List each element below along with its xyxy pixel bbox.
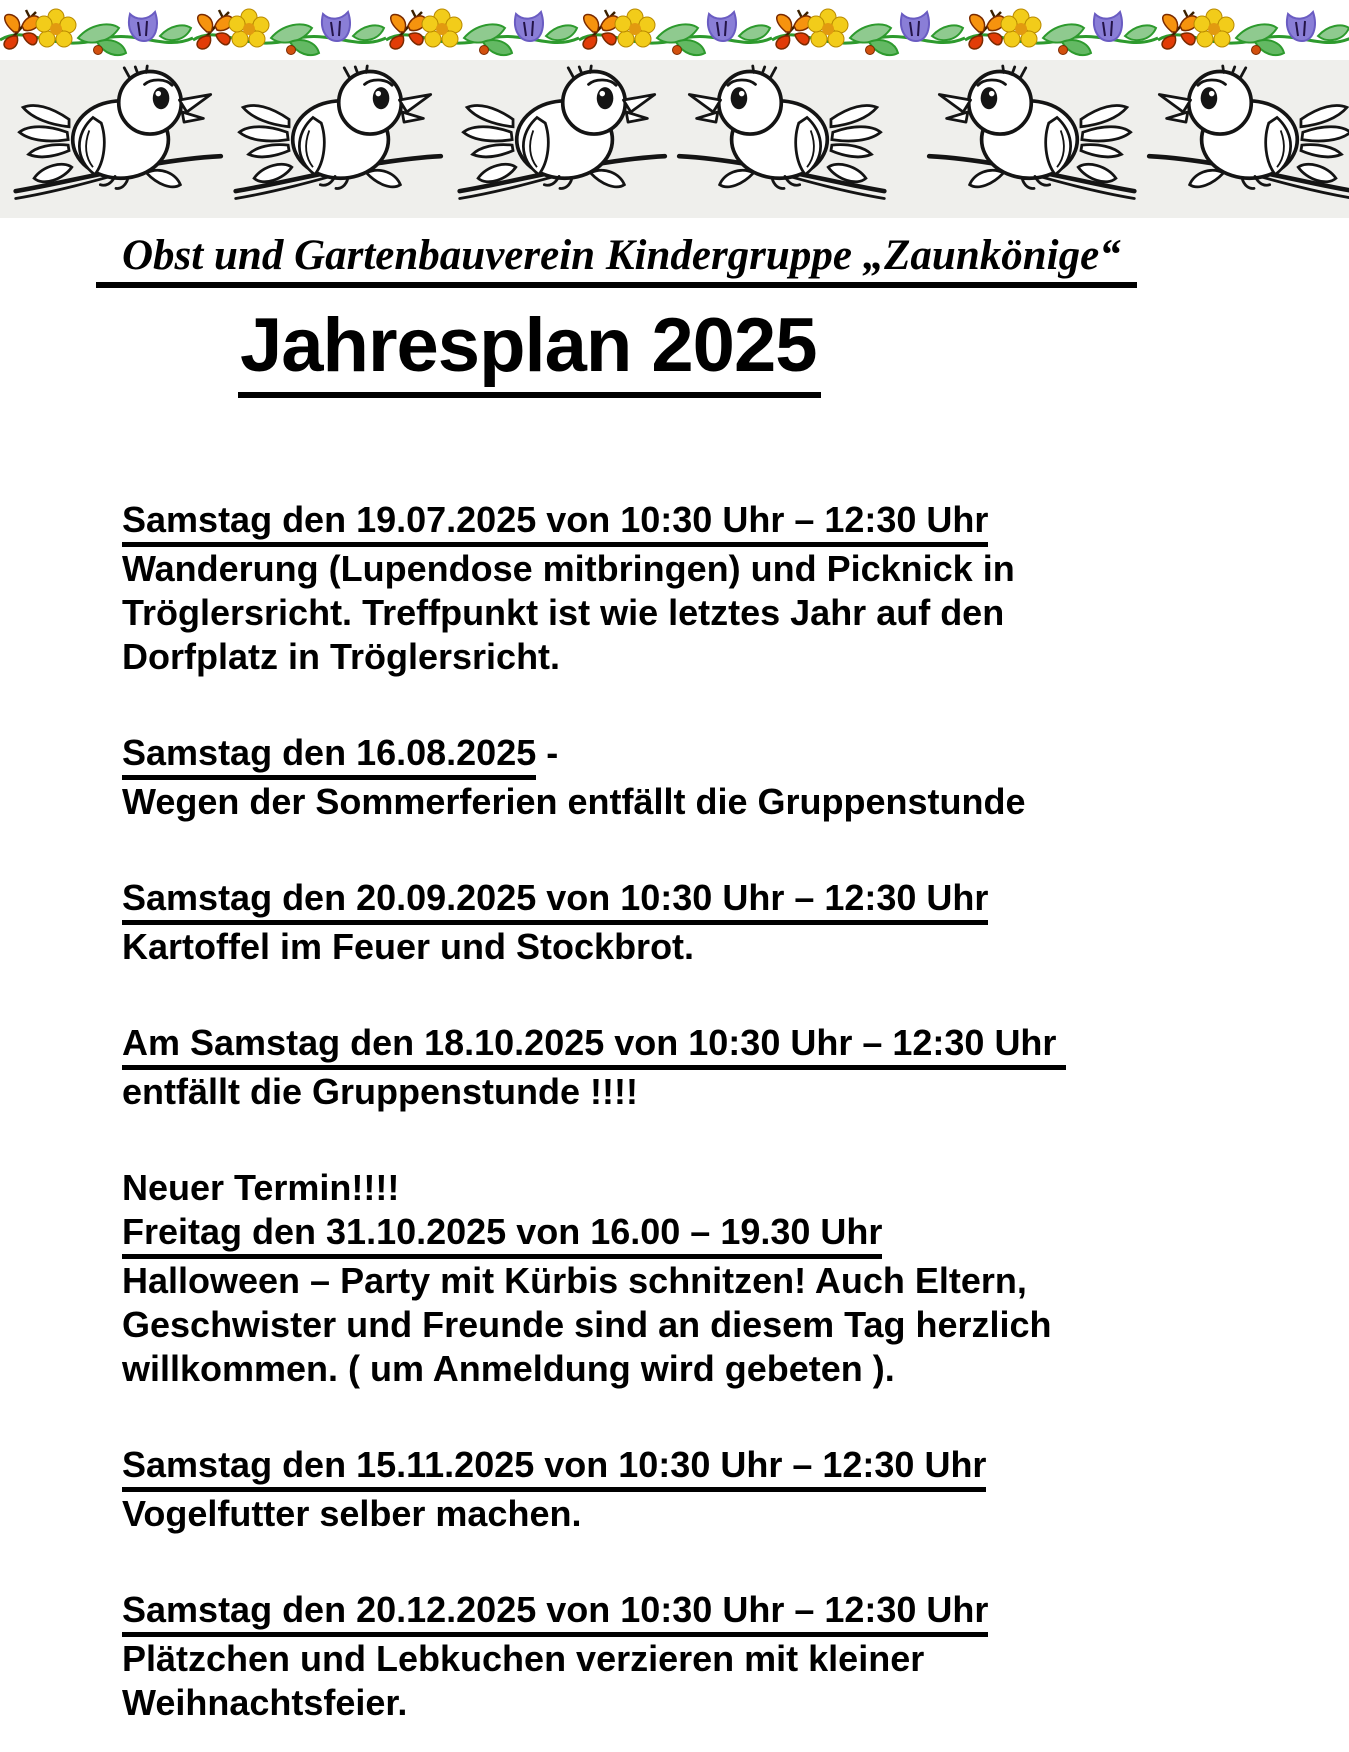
flower-motif — [0, 9, 193, 55]
bird-icon — [236, 66, 441, 198]
schedule-entry — [122, 498, 1349, 679]
flower-motif — [579, 9, 772, 55]
flower-motif — [772, 9, 965, 55]
flower-motif — [193, 9, 386, 55]
schedule-entry — [122, 1588, 1349, 1725]
entry-body-line: Kartoffel im Feuer und Stockbrot. — [122, 926, 695, 968]
entry-body-line: Tröglersricht. Treffpunkt ist wie letztes Jahr auf den — [122, 592, 1005, 634]
entry-headline-suffix: - — [536, 732, 559, 774]
entry-date-underlined: Am Samstag den 18.10.2025 von 10:30 Uhr – 12:30 Uhr — [122, 1021, 1066, 1070]
bird-banner-graphic — [0, 60, 1349, 218]
flower-border-graphic — [0, 8, 1349, 60]
schedule-entry — [122, 1166, 1349, 1391]
entry-body-line: Wegen der Sommerferien entfällt die Gruppenstunde — [122, 781, 1026, 823]
entry-headline — [122, 1443, 1349, 1492]
entry-headline — [122, 876, 1349, 925]
entry-headline — [122, 1210, 1349, 1259]
entry-body-line: Halloween – Party mit Kürbis schnitzen! Auch Eltern, — [122, 1260, 1027, 1302]
bird-icon — [460, 66, 665, 198]
entry-body-line: Wanderung (Lupendose mitbringen) und Picknick in — [122, 548, 1015, 590]
entry-body-line: Dorfplatz in Tröglersricht. — [122, 636, 561, 678]
entry-body-line: Weihnachtsfeier. — [122, 1682, 408, 1724]
schedule-entry — [122, 1443, 1349, 1536]
entry-headline — [122, 1021, 1349, 1070]
entry-body-line: Vogelfutter selber machen. — [122, 1493, 582, 1535]
entry-date-underlined: Samstag den 16.08.2025 — [122, 731, 536, 780]
heading-row — [238, 303, 1349, 398]
bird-icon-mirrored — [679, 66, 884, 198]
schedule-entry — [122, 876, 1349, 969]
flower-motif — [1158, 9, 1349, 55]
document-title: Obst und Gartenbauverein Kindergruppe „Zaunkönige“ — [96, 232, 1137, 288]
entry-note: Neuer Termin!!!! — [122, 1167, 400, 1209]
entry-date-underlined: Samstag den 15.11.2025 von 10:30 Uhr – 12:30 Uhr — [122, 1443, 986, 1492]
bird-icon — [16, 66, 221, 198]
entry-date-underlined: Freitag den 31.10.2025 von 16.00 – 19.30 Uhr — [122, 1210, 882, 1259]
entry-body-line: Plätzchen und Lebkuchen verzieren mit kleiner — [122, 1638, 925, 1680]
bird-banner — [0, 60, 1349, 218]
flower-motif — [386, 9, 579, 55]
entry-headline — [122, 498, 1349, 547]
entry-date-underlined: Samstag den 20.09.2025 von 10:30 Uhr – 12:30 Uhr — [122, 876, 988, 925]
entry-body-line: Geschwister und Freunde sind an diesem Tag herzlich — [122, 1304, 1052, 1346]
bird-icon-mirrored — [929, 66, 1134, 198]
schedule-entries — [122, 498, 1349, 1725]
entry-body-line: entfällt die Gruppenstunde !!!! — [122, 1071, 638, 1113]
schedule-entry — [122, 731, 1349, 824]
flower-motif — [965, 9, 1158, 55]
flower-border — [0, 8, 1349, 60]
entry-headline — [122, 731, 1349, 780]
schedule-entry — [122, 1021, 1349, 1114]
main-heading: Jahresplan 2025 — [238, 308, 821, 398]
entry-body-line: willkommen. ( um Anmeldung wird gebeten ). — [122, 1348, 895, 1390]
bird-icon-mirrored — [1149, 66, 1349, 198]
entry-date-underlined: Samstag den 20.12.2025 von 10:30 Uhr – 12:30 Uhr — [122, 1588, 988, 1637]
title-row — [96, 232, 1349, 288]
entry-headline — [122, 1588, 1349, 1637]
entry-date-underlined: Samstag den 19.07.2025 von 10:30 Uhr – 12:30 Uhr — [122, 498, 988, 547]
